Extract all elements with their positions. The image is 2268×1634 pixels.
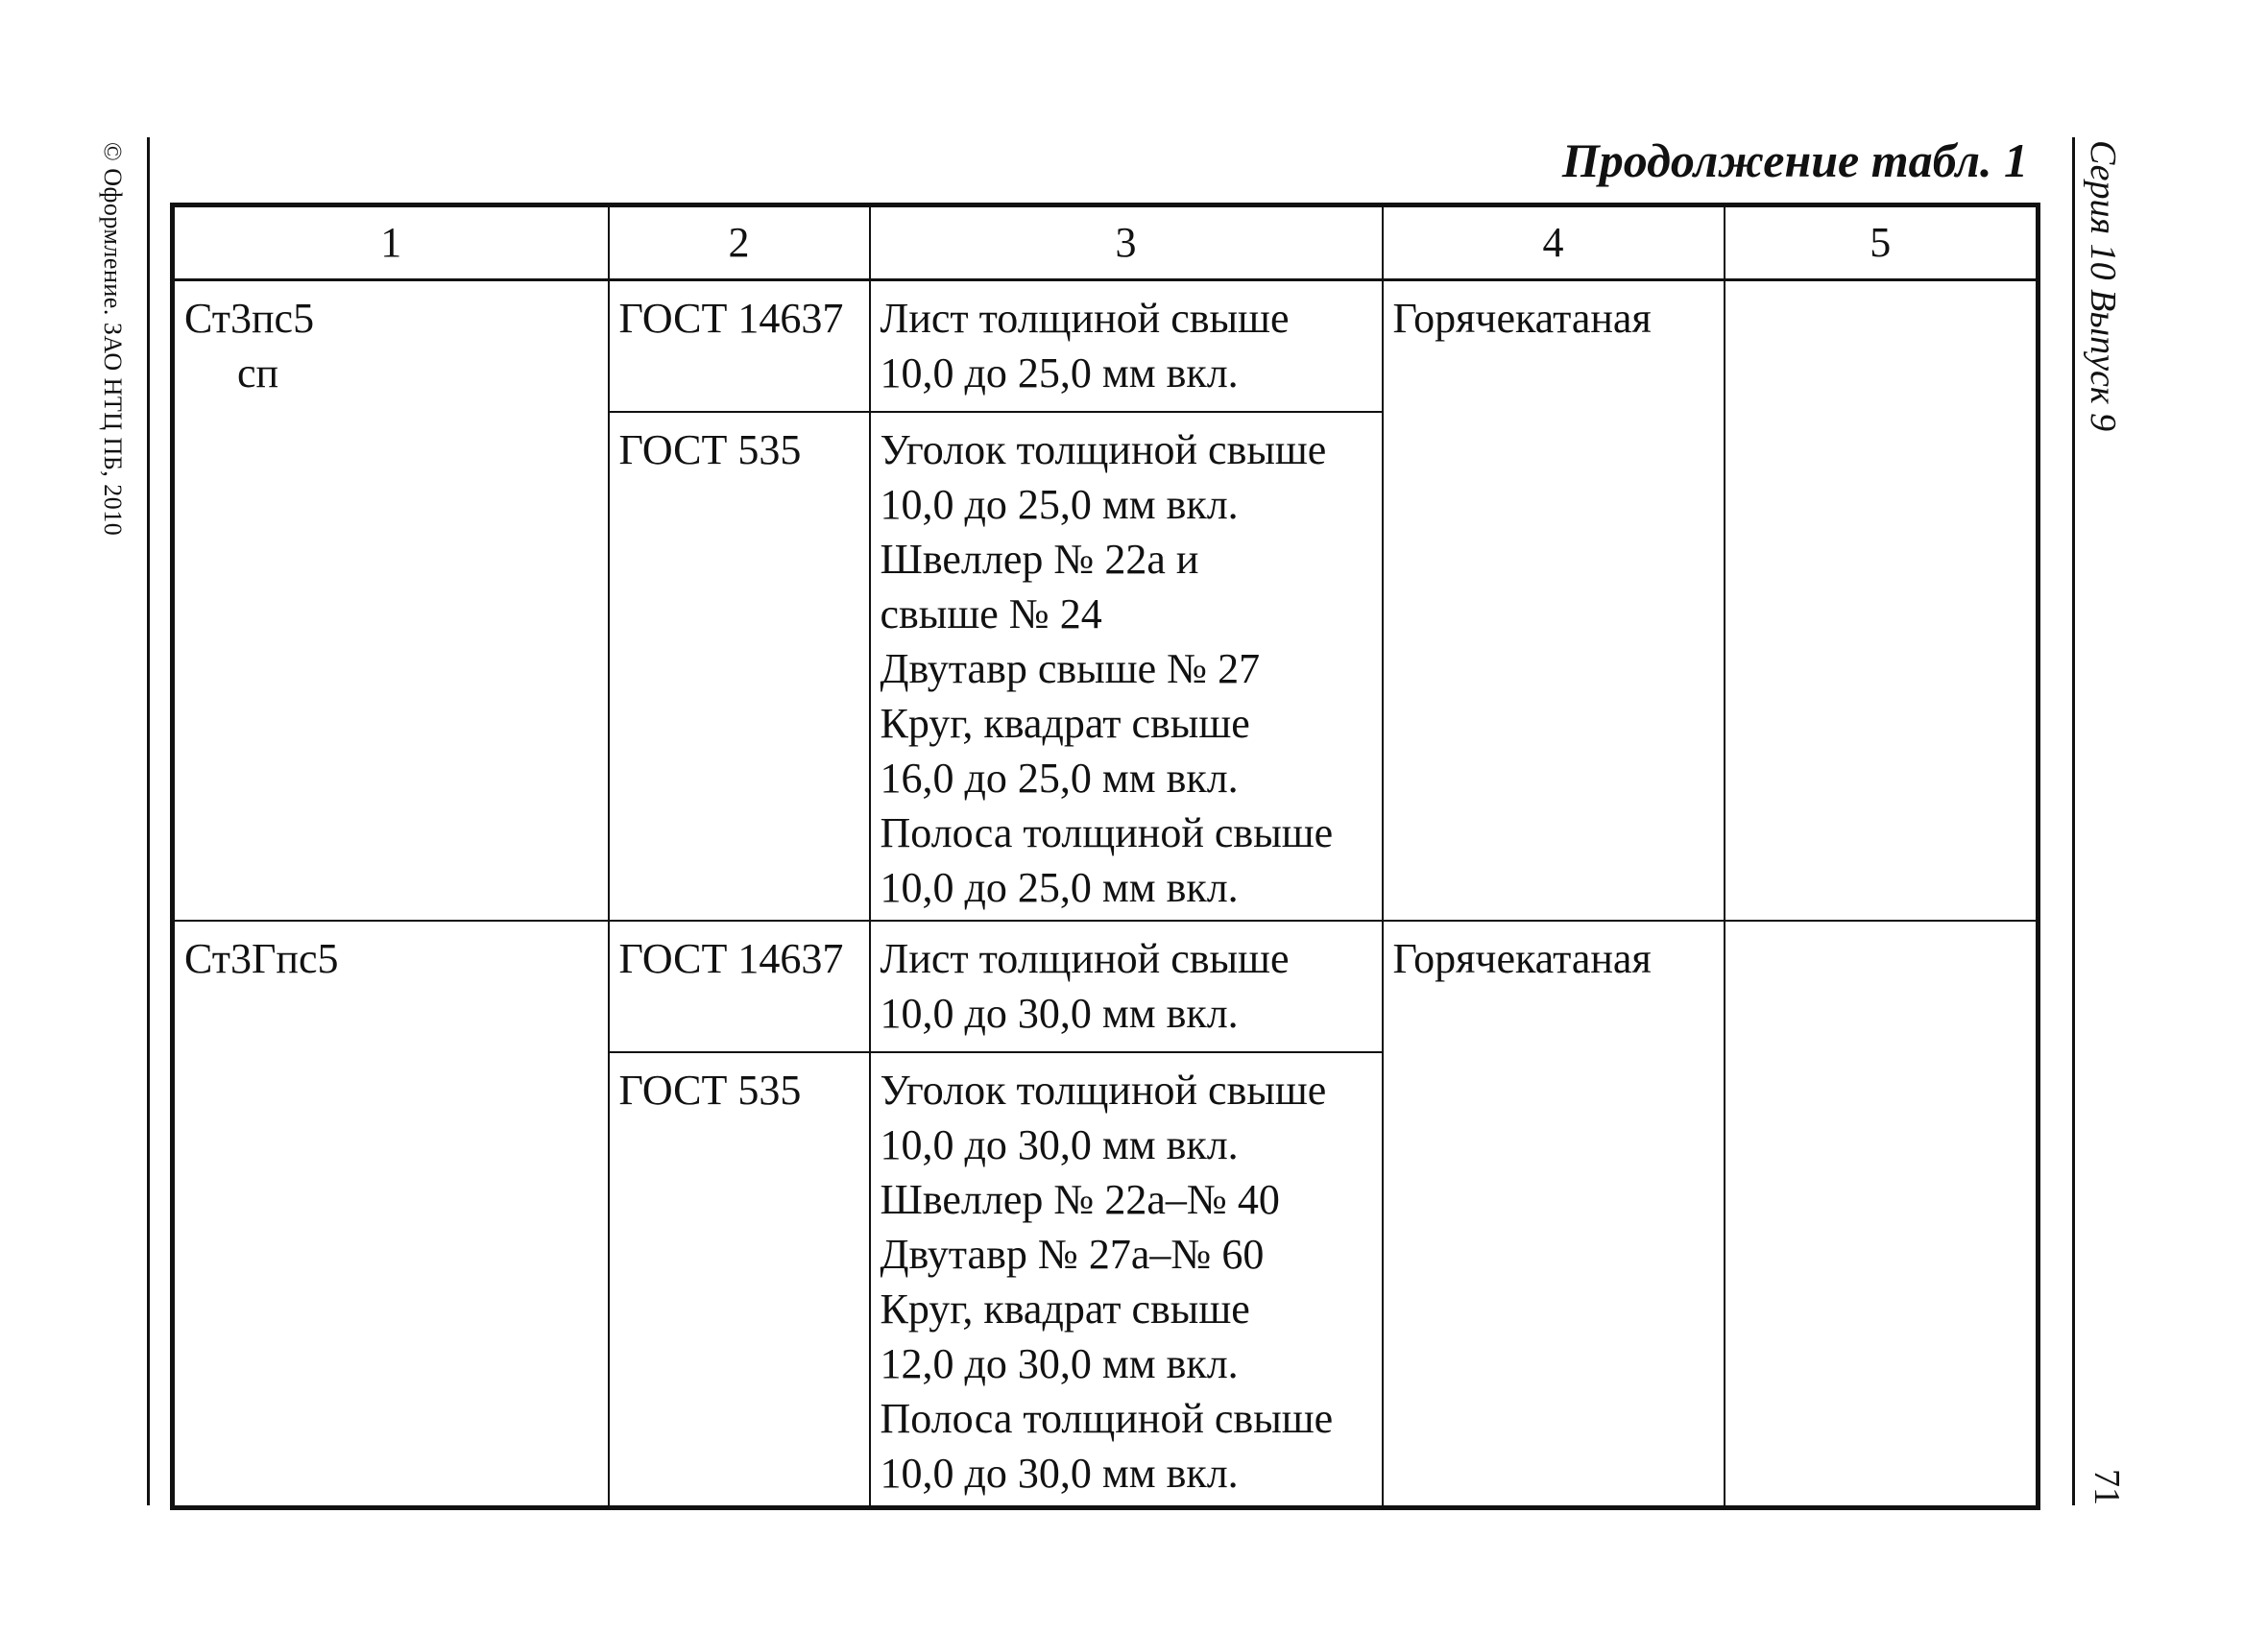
product-description-cell: Уголок толщиной свыше 10,0 до 25,0 мм вкл. Швеллер № 22а и свыше № 24 Двутавр свыше № 27 Круг, квадрат свыше 16,0 до 25,0 мм вкл. Полоса толщиной свыше 10,0 до 25,0 мм вкл. [870, 412, 1383, 921]
table-row [173, 921, 2039, 1052]
steel-table [170, 203, 2040, 1510]
header-col-4: 4 [1383, 205, 1725, 280]
header-col-2: 2 [609, 205, 870, 280]
left-margin-rule [147, 137, 150, 1505]
gost-cell: ГОСТ 535 [609, 1052, 870, 1508]
product-description-cell: Лист толщиной свыше 10,0 до 30,0 мм вкл. [870, 921, 1383, 1052]
steel-grade: Ст3Гпс5 [184, 935, 339, 982]
col5-cell [1725, 280, 2039, 922]
steel-grade-cell [173, 280, 609, 922]
product-description-cell: Уголок толщиной свыше 10,0 до 30,0 мм вкл. Швеллер № 22а–№ 40 Двутавр № 27а–№ 60 Круг, квадрат свыше 12,0 до 30,0 мм вкл. Полоса толщиной свыше 10,0 до 30,0 мм вкл. [870, 1052, 1383, 1508]
gost-cell: ГОСТ 14637 [609, 280, 870, 413]
copyright-note: © Оформление. ЗАО НТЦ ПБ, 2010 [99, 142, 127, 537]
gost-cell: ГОСТ 535 [609, 412, 870, 921]
header-col-1: 1 [173, 205, 609, 280]
product-description-cell: Лист толщиной свыше 10,0 до 25,0 мм вкл. [870, 280, 1383, 413]
gost-cell: ГОСТ 14637 [609, 921, 870, 1052]
table-row [173, 280, 2039, 413]
steel-grade-suffix: сп [237, 349, 279, 396]
header-row [173, 205, 2039, 280]
processing-cell: Горячекатаная [1383, 921, 1725, 1508]
series-label: Серия 10 Выпуск 9 [2083, 140, 2123, 432]
header-col-3: 3 [870, 205, 1383, 280]
steel-grade-cell [173, 921, 609, 1508]
table-caption: Продолжение табл. 1 [1561, 133, 2028, 187]
header-col-5: 5 [1725, 205, 2039, 280]
right-margin-rule [2072, 137, 2075, 1505]
page-number: 71 [2087, 1469, 2127, 1505]
steel-grade: Ст3пс5 [184, 295, 315, 342]
processing-cell: Горячекатаная [1383, 280, 1725, 922]
col5-cell [1725, 921, 2039, 1508]
